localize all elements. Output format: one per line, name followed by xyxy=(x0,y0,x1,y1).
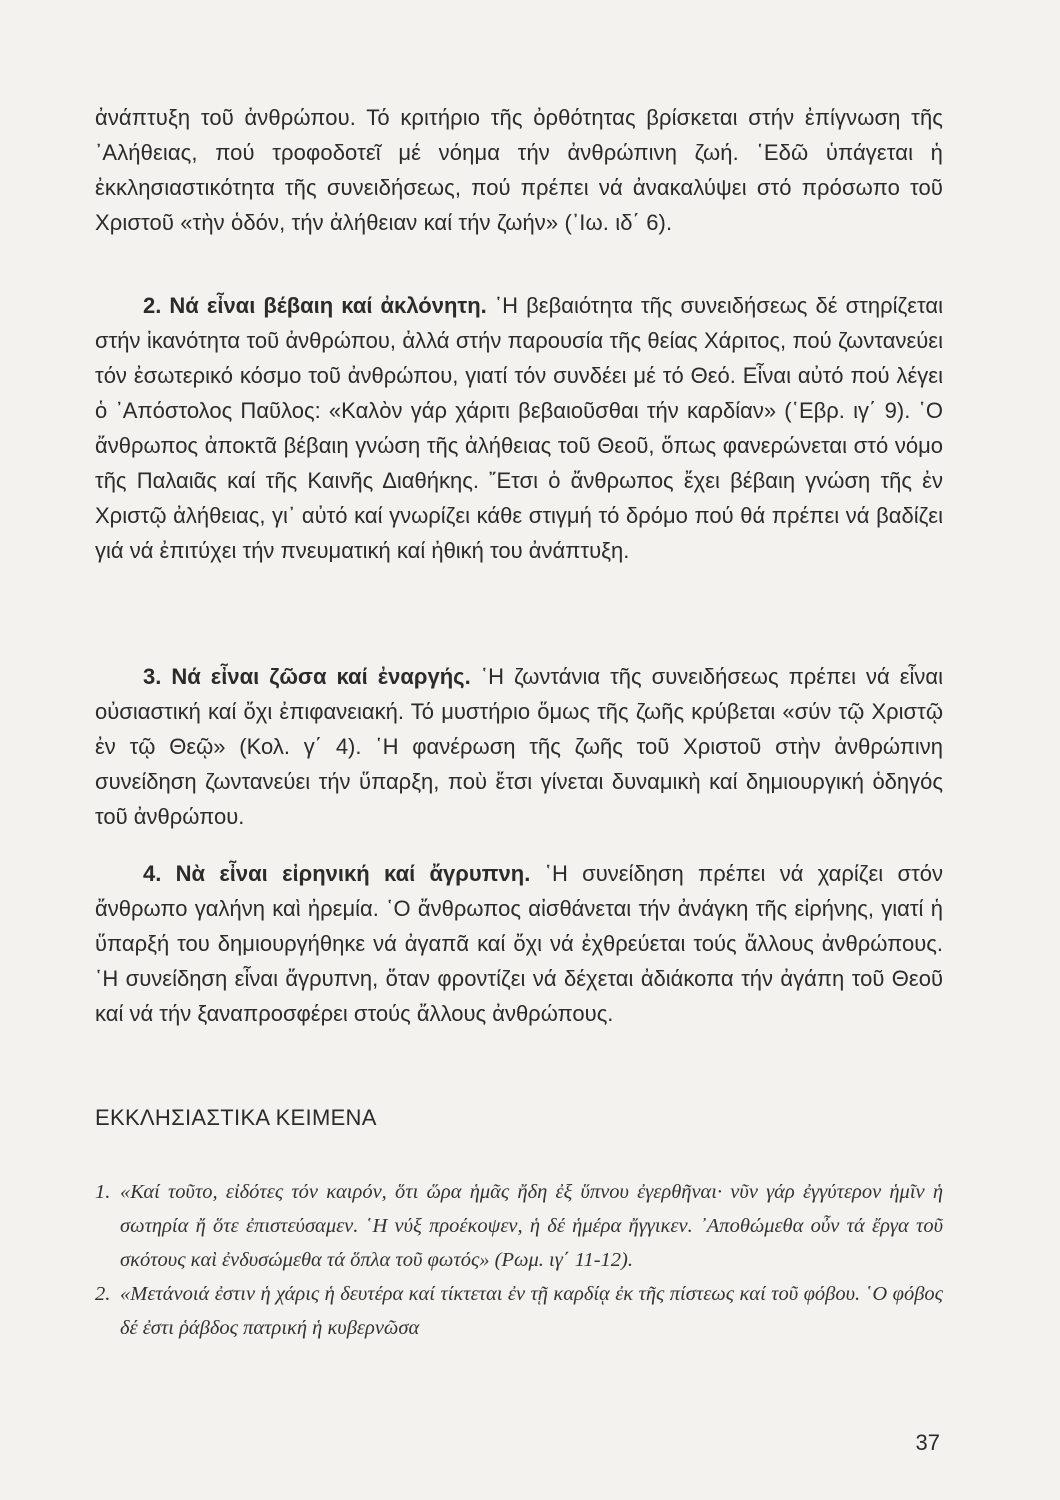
section-3-paragraph xyxy=(95,659,943,834)
quote-text: «Μετάνοιά ἐστιν ἡ χάρις ἡ δευτέρα καί τίκτεται ἐν τῇ καρδίᾳ ἐκ τῆς πίστεως καί τοῦ φόβου. ῾Ο φόβος δέ ἐστι ῥάβδος πατρική ἡ κυβερνῶσα xyxy=(120,1283,943,1339)
section-2-text: ῾Η βεβαιότητα τῆς συνειδήσεως δέ στηρίζεται στήν ἱκανότητα τοῦ ἀνθρώπου, ἀλλά στήν παρουσία τῆς θείας Χάριτος, πού ζωντανεύει τόν ἐσωτερικό κόσμο τοῦ ἀνθρώπου, γιατί τόν συνδέει μέ τό Θεό. Εἶναι αὐτό πού λέγει ὁ ᾿Απόστολος Παῦλος: «Καλὸν γάρ χάριτι βεβαιοῦσθαι τήν καρδίαν» (῾Εβρ. ιγ΄ 9). ῾Ο ἄνθρωπος ἀποκτᾶ βέβαιη γνώση τῆς ἀλήθειας τοῦ Θεοῦ, ὅπως φανερώνεται στό νόμο τῆς Παλαιᾶς καί τῆς Καινῆς Διαθήκης. ῎Ετσι ὁ ἄνθρωπος ἔχει βέβαιη γνώση τῆς ἐν Χριστῷ ἀλήθειας, γι᾿ αὐτό καί γνωρίζει κάθε στιγμή τό δρόμο πού θά πρέπει νά βαδίζει γιά νά ἐπιτύχει τήν πνευματική καί ἠθική του ἀνάπτυξη. xyxy=(95,293,943,563)
section-heading: ΕΚΚΛΗΣΙΑΣΤΙΚΑ ΚΕΙΜΕΝΑ xyxy=(95,1105,377,1130)
section-2-paragraph xyxy=(95,288,943,568)
quote-item xyxy=(95,1277,943,1345)
quotes-list xyxy=(95,1175,943,1345)
section-2-lead: 2. Νά εἶναι βέβαιη καί ἀκλόνητη. xyxy=(143,293,487,318)
section-4-text: ῾Η συνείδηση πρέπει νά χαρίζει στόν ἄνθρωπο γαλήνη καὶ ἠρεμία. ῾Ο ἄνθρωπος αἰσθάνεται τήν ἀνάγκη τῆς εἰρήνης, γιατί ἡ ὕπαρξή του δημιουργήθηκε νά ἀγαπᾶ καί ὄχι νά ἐχθρεύεται τούς ἄλλους ἀνθρώπους. ῾Η συνείδηση εἶναι ἄγρυπνη, ὅταν φροντίζει νά δέχεται ἀδιάκοπα τήν ἀγάπη τοῦ Θεοῦ καί νά τήν ξαναπροσφέρει στούς ἄλλους ἀνθρώπους. xyxy=(95,861,943,1026)
quote-number: 2. xyxy=(95,1283,111,1305)
section-4-lead: 4. Νὰ εἶναι εἰρηνική καί ἄγρυπνη. xyxy=(143,861,531,886)
section-3-lead: 3. Νά εἶναι ζῶσα καί ἐναργής. xyxy=(143,664,471,689)
page-number: 37 xyxy=(915,1430,940,1455)
quote-number: 1. xyxy=(95,1181,111,1203)
section-3-text: ῾Η ζωντάνια τῆς συνειδήσεως πρέπει νά εἶναι οὐσιαστική καί ὄχι ἐπιφανειακή. Τό μυστήριο ὅμως τῆς ζωῆς κρύβεται «σύν τῷ Χριστῷ ἐν τῷ Θεῷ» (Κολ. γ΄ 4). ῾Η φανέρωση τῆς ζωῆς τοῦ Χριστοῦ στὴν ἀνθρώπινη συνείδηση ζωντανεύει τήν ὕπαρξη, ποὺ ἔτσι γίνεται δυναμικὴ καί δημιουργική ὁδηγός τοῦ ἀνθρώπου. xyxy=(95,664,943,829)
section-2 xyxy=(95,288,943,568)
intro-paragraph: ἀνάπτυξη τοῦ ἀνθρώπου. Τό κριτήριο τῆς ὀρθότητας βρίσκεται στήν ἐπίγνωση τῆς ᾿Αλήθειας, πού τροφοδοτεῖ μέ νόημα τήν ἀνθρώπινη ζωή. ῾Εδῶ ὑπάγεται ἡ ἐκκλησιαστικότητα τῆς συνειδήσεως, πού πρέπει νά ἀνακαλύψει στό πρόσωπο τοῦ Χριστοῦ «τὴν ὁδόν, τήν ἀλήθειαν καί τήν ζωήν» (᾿Ιω. ιδ΄ 6). xyxy=(95,105,943,235)
quote-item xyxy=(95,1175,943,1277)
section-4-paragraph xyxy=(95,856,943,1031)
section-3 xyxy=(95,659,943,834)
quote-text: «Καί τοῦτο, εἰδότες τόν καιρόν, ὅτι ὥρα ἡμᾶς ἤδη ἐξ ὕπνου ἐγερθῆναι· νῦν γάρ ἐγγύτερον ἡμῖν ἡ σωτηρία ἤ ὅτε ἐπιστεύσαμεν. ῾Η νύξ προέκοψεν, ἡ δέ ἡμέρα ἤγγικεν. ᾿Αποθώμεθα οὖν τά ἔργα τοῦ σκότους καὶ ἐνδυσώμεθα τά ὅπλα τοῦ φωτός» (Ρωμ. ιγ΄ 11-12). xyxy=(120,1181,943,1271)
section-4 xyxy=(95,856,943,1031)
